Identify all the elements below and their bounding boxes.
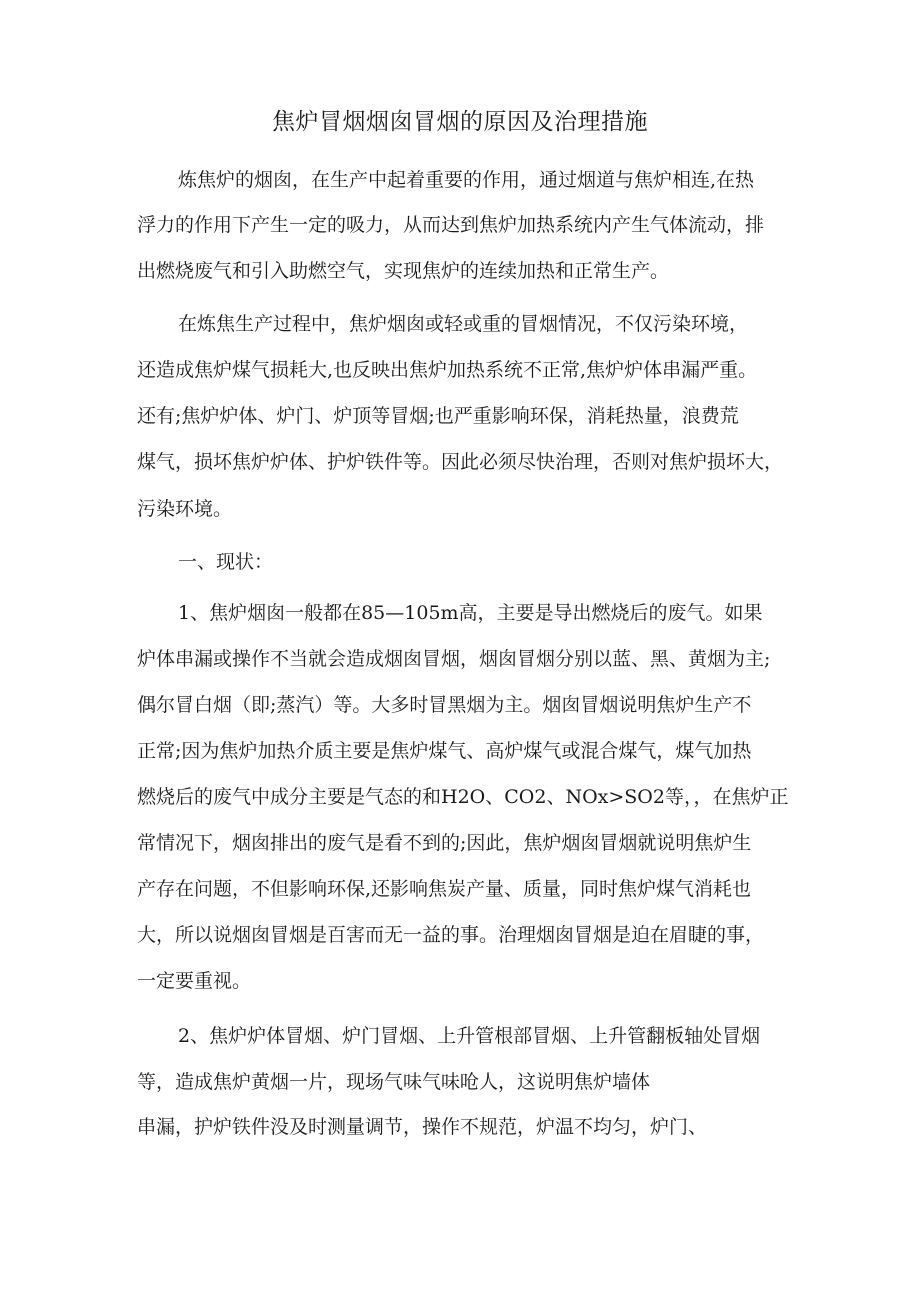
paragraph-line: 常情况下，烟囱排出的废气是看不到的;因此，焦炉烟囱冒烟就说明焦炉生 <box>137 832 752 854</box>
document-title: 焦炉冒烟烟囱冒烟的原因及治理措施 <box>272 109 648 135</box>
paragraph-line: 正常;因为焦炉加热介质主要是焦炉煤气、高炉煤气或混合煤气，煤气加热 <box>137 740 752 762</box>
paragraph-line: 1、焦炉烟囱一般都在85—105m高，主要是导出燃烧后的废气。如果 <box>178 602 763 624</box>
paragraph-line: 在炼焦生产过程中，焦炉烟囱或轻或重的冒烟情况，不仅污染环境， <box>178 313 749 335</box>
paragraph-line: 浮力的作用下产生一定的吸力，从而达到焦炉加热系统内产生气体流动，排 <box>137 214 765 236</box>
paragraph-line: 大，所以说烟囱冒烟是百害而无一益的事。治理烟囱冒烟是迫在眉睫的事， <box>137 924 765 946</box>
paragraph-line: 产存在问题，不但影响环保,还影响焦炭产量、质量，同时焦炉煤气消耗也 <box>137 878 752 900</box>
paragraph-line: 偶尔冒白烟（即;蒸汽）等。大多时冒黑烟为主。烟囱冒烟说明焦炉生产不 <box>137 694 752 716</box>
paragraph-line: 煤气，损坏焦炉炉体、护炉铁件等。因此必须尽快治理，否则对焦炉损坏大， <box>137 451 784 473</box>
paragraph-line: 炼焦炉的烟囱，在生产中起着重要的作用，通过烟道与焦炉相连,在热 <box>178 169 755 191</box>
section-heading: 一、现状： <box>178 551 274 573</box>
paragraph-line: 燃烧后的废气中成分主要是气态的和H2O、CO2、NOx>SO2等，，在焦炉正 <box>137 786 789 808</box>
paragraph-line: 等，造成焦炉黄烟一片，现场气味气味呛人，这说明焦炉墙体 <box>137 1071 651 1093</box>
paragraph-line: 污染环境。 <box>137 498 233 520</box>
paragraph-line: 2、焦炉炉体冒烟、炉门冒烟、上升管根部冒烟、上升管翻板轴处冒烟 <box>178 1025 761 1047</box>
paragraph-line: 一定要重视。 <box>137 970 252 992</box>
paragraph-line: 还造成焦炉煤气损耗大,也反映出焦炉加热系统不正常,焦炉炉体串漏严重。 <box>137 359 758 381</box>
paragraph-line: 炉体串漏或操作不当就会造成烟囱冒烟，烟囱冒烟分别以蓝、黑、黄烟为主; <box>137 648 771 670</box>
paragraph-line: 出燃烧废气和引入助燃空气，实现焦炉的连续加热和正常生产。 <box>137 260 670 282</box>
paragraph-line: 还有;焦炉炉体、炉门、炉顶等冒烟;也严重影响环保，消耗热量，浪费荒 <box>137 405 739 427</box>
paragraph-line: 串漏，护炉铁件没及时测量调节，操作不规范，炉温不均匀，炉门、 <box>137 1116 708 1138</box>
